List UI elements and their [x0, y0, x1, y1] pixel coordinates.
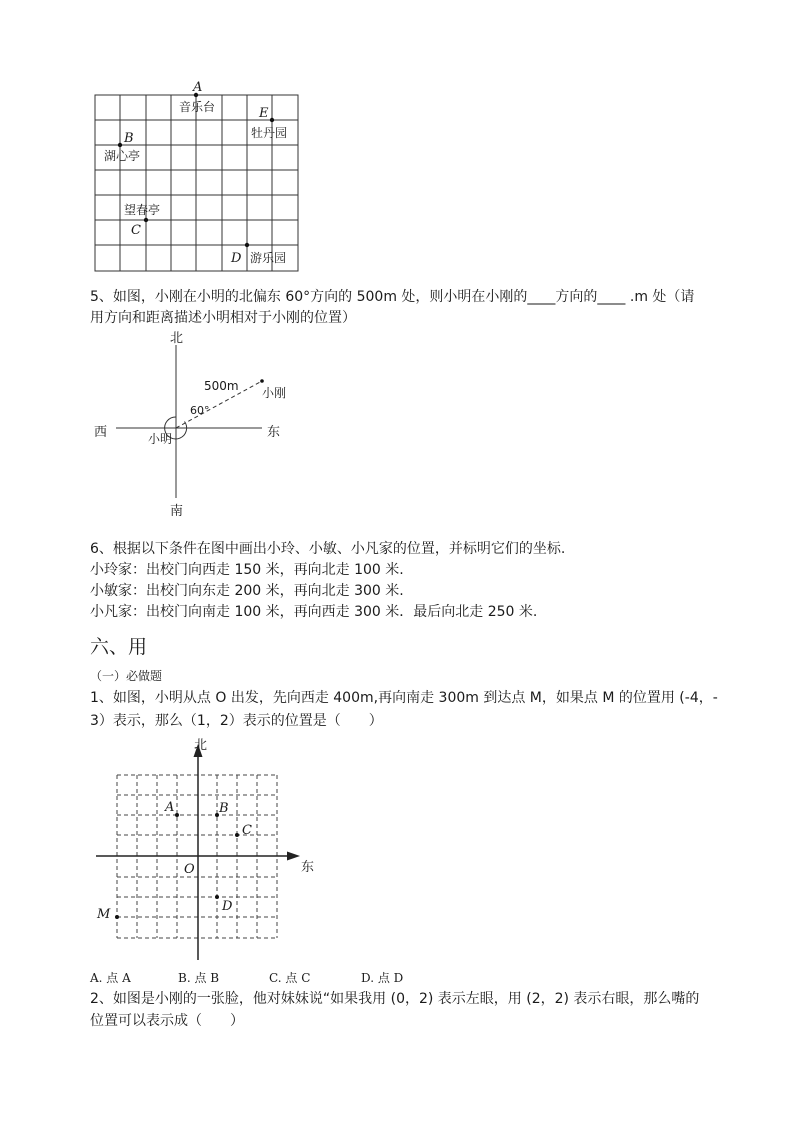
- q1-option-b[interactable]: B. 点 B: [178, 971, 220, 985]
- peony-garden-label: 牡丹园: [251, 126, 288, 140]
- q1-point-a-label: A: [165, 800, 175, 815]
- park-map-grid: [95, 95, 298, 271]
- q6-text-line3: 小敏家：出校门向东走 200 米，再向北走 300 米.: [90, 583, 404, 599]
- q1-point-d-dot: [215, 895, 219, 899]
- q6-text-line4: 小凡家：出校门向南走 100 米，再向西走 300 米．最后向北走 250 米.: [90, 604, 538, 620]
- q1-x-arrow-icon: [287, 852, 300, 861]
- point-c-label: C: [131, 223, 141, 238]
- q5-text-line2: 用方向和距离描述小明相对于小刚的位置）: [90, 310, 356, 326]
- q5-distance-label: 500m: [204, 379, 239, 393]
- point-d-label: D: [231, 251, 242, 266]
- point-d-dot: [245, 243, 249, 247]
- park-map-figure: [0, 0, 800, 280]
- q1-point-a-dot: [175, 813, 179, 817]
- q1-option-c[interactable]: C. 点 C: [269, 971, 311, 985]
- spring-pavilion-label: 望春亭: [124, 203, 161, 217]
- q5-east-label: 东: [267, 425, 281, 440]
- q2-text-line2: 位置可以表示成（ ）: [90, 1013, 244, 1029]
- q1-east-label: 东: [301, 860, 315, 875]
- q6-text-line2: 小玲家：出校门向西走 150 米，再向北走 100 米.: [90, 562, 404, 578]
- lake-pavilion-label: 湖心亭: [104, 149, 141, 163]
- section-subtitle: （一）必做题: [90, 669, 163, 683]
- q1-origin-label: O: [184, 862, 195, 877]
- q1-text-line2: 3）表示，那么（1，2）表示的位置是（ ）: [90, 713, 383, 729]
- q6-text-line1: 6、根据以下条件在图中画出小玲、小敏、小凡家的位置，并标明它们的坐标.: [90, 541, 566, 557]
- q5-gang-dot: [260, 379, 264, 383]
- amusement-park-label: 游乐园: [250, 251, 287, 265]
- q5-north-label: 北: [170, 331, 184, 346]
- section-title: 六、用: [90, 636, 148, 658]
- point-c-dot: [144, 218, 148, 222]
- music-stage-label: 音乐台: [179, 100, 216, 114]
- q1-coordinate-figure: [0, 730, 800, 965]
- q5-direction-figure: [0, 320, 800, 520]
- q1-option-a[interactable]: A. 点 A: [90, 971, 131, 985]
- q1-option-d[interactable]: D. 点 D: [361, 971, 404, 985]
- point-a-label: A: [193, 80, 203, 95]
- q5-gang-label: 小刚: [262, 386, 287, 400]
- q2-text-line1: 2、如图是小刚的一张脸，他对妹妹说“如果我用 (0，2) 表示左眼，用 (2，2) 表示右眼，那么嘴的: [90, 991, 700, 1007]
- q5-angle-label: 60°: [190, 404, 210, 417]
- point-e-label: E: [259, 106, 269, 121]
- q5-text-line1: 5、如图，小刚在小明的北偏东 60°方向的 500m 处，则小明在小刚的____方向的____ .m 处（请: [90, 289, 695, 305]
- q1-point-m-dot: [115, 915, 119, 919]
- q1-point-c-label: C: [242, 823, 252, 838]
- q5-ming-label: 小明: [148, 432, 173, 446]
- q5-west-label: 西: [94, 425, 108, 440]
- q1-point-b-label: B: [219, 801, 229, 816]
- q1-point-m-label: M: [97, 907, 111, 922]
- q1-text-line1: 1、如图，小明从点 O 出发，先向西走 400m,再向南走 300m 到达点 M，如果点 M 的位置用 (-4，-: [90, 690, 718, 706]
- point-e-dot: [270, 118, 274, 122]
- q5-south-label: 南: [170, 504, 184, 519]
- q1-point-d-label: D: [222, 899, 233, 914]
- q1-point-c-dot: [235, 833, 239, 837]
- q1-north-label: 北: [194, 738, 208, 753]
- point-b-label: B: [124, 131, 134, 146]
- point-b-dot: [118, 143, 122, 147]
